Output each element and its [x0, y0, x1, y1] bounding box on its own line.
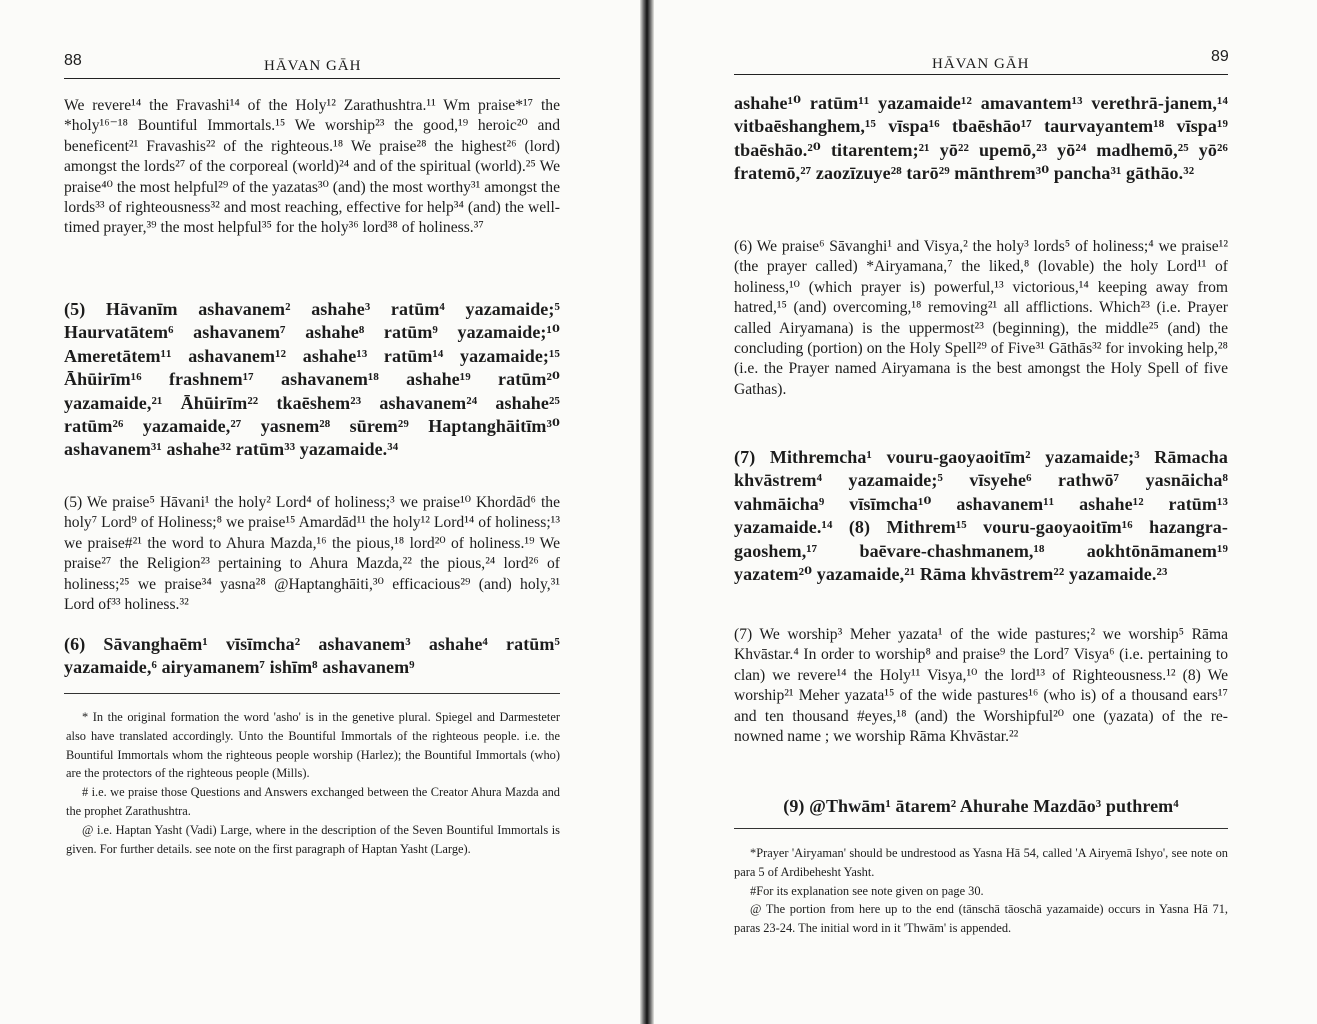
footnotes: [66, 708, 560, 858]
book-gutter: [640, 0, 654, 1024]
avesta-verse-6-continued: ashahe¹⁰ ratūm¹¹ yazamaide¹² amavantem¹³ verethrā-janem,¹⁴ vitbaēshanghem,¹⁵ vīspa¹⁶ tbaēshāo¹⁷ taurvayantem¹⁸ vīspa¹⁹ tbaēshāo.²⁰ titarentem;²¹ yō²² upemō,²³ yō²⁴ madhemō,²⁵ yō²⁶ fratemō,²⁷ zaozīzuye²⁸ tarō²⁹ mānthrem³⁰ pancha³¹ gāthāo.³²: [734, 93, 1228, 184]
footnotes: [734, 844, 1228, 938]
footnote: *Prayer 'Airyaman' should be undrestood as Yasna Hā 54, called 'A Airyemā Ishyo', see note on para 5 of Ardibehesht Yasht.: [734, 846, 1228, 879]
footnote: @ i.e. Haptan Yasht (Vadi) Large, where in the description of the Seven Bountiful Immortals is given. For further details. see note on the first paragraph of Haptan Yasht (Large).: [66, 822, 560, 856]
translation-verse-6: (6) We praise⁶ Sāvanghi¹ and Visya,² the holy³ lords⁵ of holiness;⁴ we praise¹² (the prayer called) *Airyamana,⁷ the liked,⁸ (lovable) the holy Lord¹¹ of holiness,¹⁰ (which prayer is) powerful,¹³ victorious,¹⁴ keeping away from hatred,¹⁵ (and) overcoming,¹⁸ removing²¹ all afflictions. Which²³ (i.e. Prayer called Airyamana) is the uppermost²³ (beginning), the middle²⁵ (and) the concluding (portion) on the Holy Spell²⁹ of Five³¹ Gāthās³² for invoking help,²⁸ (i.e. the Prayer named Airyamana is the best amongst the Holy Spell of five Gathas).: [734, 238, 1228, 398]
avesta-verse-6: (6) Sāvanghaēm¹ vīsīmcha² ashavanem³ ashahe⁴ ratūm⁵ yazamaide,⁶ airyamanem⁷ ishīm⁸ ashavanem⁹: [64, 634, 560, 678]
header-rule: [734, 74, 1228, 75]
footnote: @ The portion from here up to the end (tānschā tāoschā yazamaide) occurs in Yasna Hā 71, paras 23-24. The initial word in it 'Thwām' is appended.: [734, 902, 1228, 936]
footnote: * In the original formation the word 'asho' is in the genetive plural. Spiegel and Darmesteter also have translated accordingly. Unto the Bountiful Immortals of the righteous people. i.e. the Bountiful Immortals whom the righteous people worship (Harlez); the Bountiful Immortals (who) are the protectors of the righteous people (Mills).: [66, 710, 560, 781]
translation-paragraph: We revere¹⁴ the Fravashi¹⁴ of the Holy¹² Zarathushtra.¹¹ Wm praise*¹⁷ the *holy¹⁶⁻¹⁸ Bountiful Immortals.¹⁵ We worship²³ the good,¹⁹ heroic²⁰ and beneficent²¹ Fravashis²² of the righteous.¹⁸ We praise²⁸ the highest²⁶ (lord) amongst the lords²⁷ of the corporeal (world)²⁴ and of the spiritual (world).²⁵ We praise⁴⁰ the most helpful²⁹ of the yazatas³⁰ (and) the most worthy³¹ amongst the lords³³ of righteousness³² and most reaching, effective for help³⁴ (and) the well-timed prayer,³⁹ the most helpful³⁵ for the holy³⁶ lord³⁸ of holiness.³⁷: [64, 97, 560, 237]
translation-verses-7-8: (7) We worship³ Meher yazata¹ of the wide pastures;² we worship⁵ Rāma Khvāstar.⁴ In order to worship⁸ and praise⁹ the Lord⁷ Visya⁶ (i.e. pertaining to clan) we revere¹⁴ the Holy¹¹ Visya,¹⁰ the lord¹³ of Righteousness.¹² (8) We worship²¹ Meher yazata¹⁵ of the wide pastures¹⁶ (who is) of a thousand ears¹⁷ and ten thousand #eyes,¹⁸ (and) the Worshipful²⁰ one (yazata) of the re-nowned name ; we worship Rāma Khvāstar.²²: [734, 626, 1228, 746]
footnote: # i.e. we praise those Questions and Answers exchanged between the Creator Ahura Mazda and the prophet Zarathushtra.: [66, 785, 560, 818]
right-page: [654, 0, 1317, 1024]
avesta-verse-9: (9) @Thwām¹ ātarem² Ahurahe Mazdāo³ puthrem⁴: [783, 796, 1179, 816]
header-rule: [64, 78, 560, 79]
translation-verse-5: (5) We praise⁵ Hāvani¹ the holy² Lord⁴ of holiness;³ we praise¹⁰ Khordād⁶ the holy⁷ Lord⁹ of Holiness;⁸ we praise¹⁵ Amardād¹¹ the holy¹² Lord¹⁴ of holiness;¹³ we praise#²¹ the word to Ahura Mazda,¹⁶ the pious,¹⁸ lord²⁰ of holiness.¹⁹ We praise²⁷ the Religion²³ pertaining to Ahura Mazda,²² the pious,²⁴ lord²⁶ of holiness;²⁵ we praise³⁴ yasna²⁸ @Haptanghāiti,³⁰ efficacious²⁹ (and) holy,³¹ Lord of³³ holiness.³²: [64, 494, 560, 614]
left-page: [0, 0, 640, 1024]
page-number: 89: [1211, 48, 1229, 65]
footnote: #For its explanation see note given on page 30.: [750, 883, 984, 898]
avesta-verses-7-8: (7) Mithremcha¹ vouru-gaoyaoitīm² yazamaide;³ Rāmacha khvāstrem⁴ yazamaide;⁵ vīsyehe⁶ rathwō⁷ yasnāicha⁸ vahmāicha⁹ vīsīmcha¹⁰ ashavanem¹¹ ashahe¹² ratūm¹³ yazamaide.¹⁴ (8) Mithrem¹⁵ vouru-gaoyaoitīm¹⁶ hazangra-gaoshem,¹⁷ baēvare-chashmanem,¹⁸ aokhtōnāmanem¹⁹ yazatem²⁰ yazamaide,²¹ Rāma khvāstrem²² yazamaide.²³: [734, 447, 1228, 585]
footnote-rule: [734, 828, 1228, 829]
running-head: HĀVAN GĀH: [932, 56, 1030, 72]
page-number: 88: [64, 52, 82, 69]
running-head: HĀVAN GĀH: [264, 58, 362, 74]
footnote-rule: [64, 693, 560, 694]
avesta-verse-5: (5) Hāvanīm ashavanem² ashahe³ ratūm⁴ yazamaide;⁵ Haurvatātem⁶ ashavanem⁷ ashahe⁸ ratūm⁹ yazamaide;¹⁰ Ameretātem¹¹ ashavanem¹² ashahe¹³ ratūm¹⁴ yazamaide;¹⁵ Āhūirīm¹⁶ frashnem¹⁷ ashavanem¹⁸ ashahe¹⁹ ratūm²⁰ yazamaide,²¹ Āhūirīm²² tkaēshem²³ ashavanem²⁴ ashahe²⁵ ratūm²⁶ yazamaide,²⁷ yasnem²⁸ sūrem²⁹ Haptanghāitīm³⁰ ashavanem³¹ ashahe³² ratūm³³ yazamaide.³⁴: [64, 299, 560, 460]
